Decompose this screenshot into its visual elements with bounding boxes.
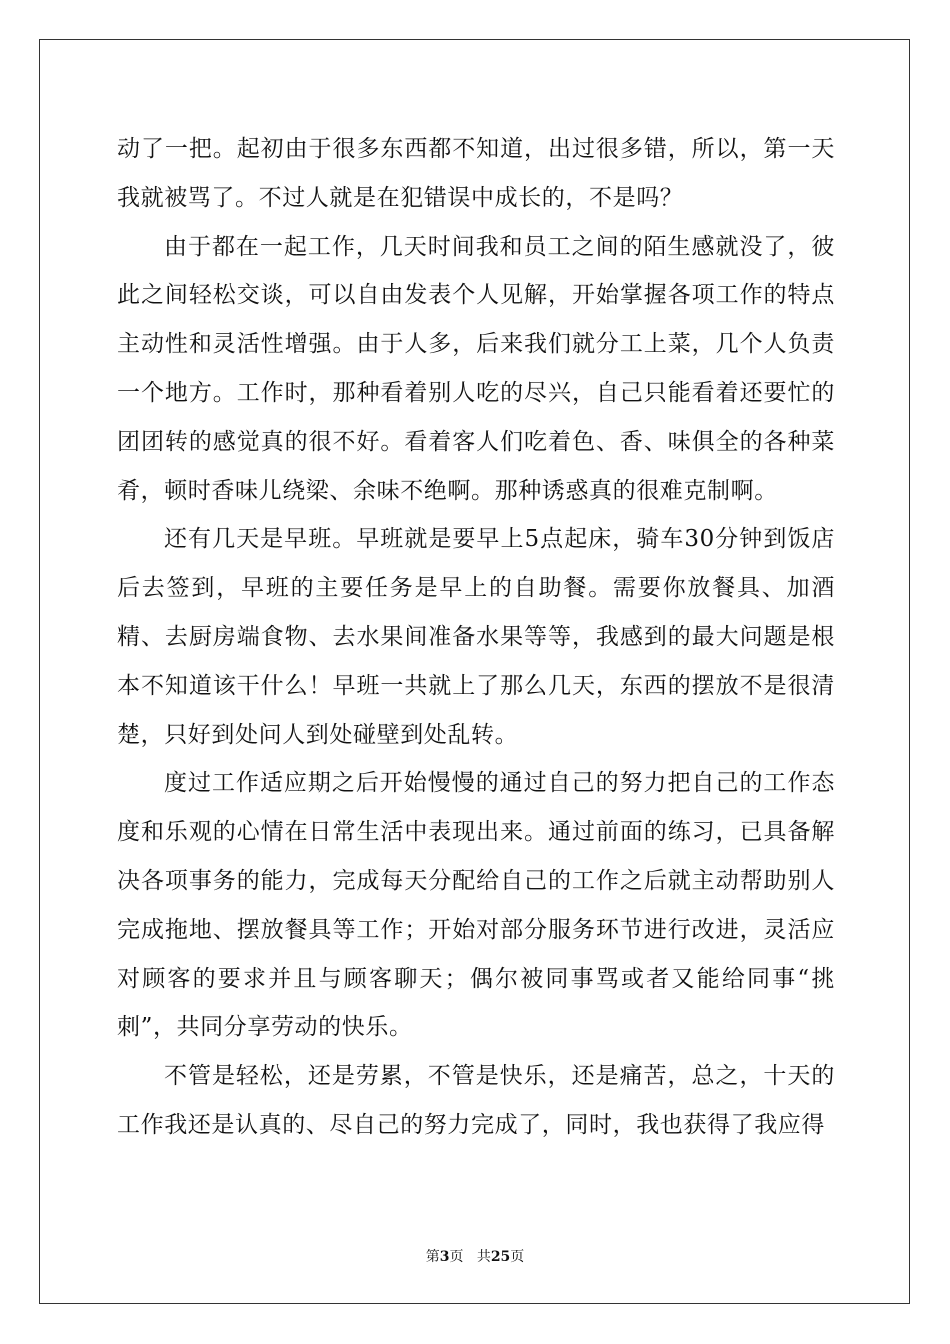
paragraph: 度过工作适应期之后开始慢慢的通过自己的努力把自己的工作态度和乐观的心情在日常生活中表现出来。通过前面的练习，已具备解决各项事务的能力，完成每天分配给自己的工作之后就主动帮助别人完成拖地、摆放餐具等工作；开始对部分服务环节进行改进，灵活应对顾客的要求并且与顾客聊天；偶尔被同事骂或者又能给同事“挑刺”，共同分享劳动的快乐。 bbox=[117, 770, 835, 1041]
paragraph: 动了一把。起初由于很多东西都不知道，出过很多错，所以，第一天我就被骂了。不过人就是在犯错误中成长的，不是吗？ bbox=[117, 136, 835, 211]
page-number: 3 bbox=[439, 1249, 450, 1265]
document-body bbox=[117, 125, 835, 1150]
page-suffix: 页 bbox=[449, 1249, 464, 1265]
total-pages: 25 bbox=[490, 1249, 511, 1265]
paragraph: 不管是轻松，还是劳累，不管是快乐，还是痛苦，总之，十天的工作我还是认真的、尽自己的努力完成了，同时，我也获得了我应得 bbox=[117, 1063, 835, 1138]
paragraph: 还有几天是早班。早班就是要早上5点起床，骑车30分钟到饭店后去签到，早班的主要任务是早上的自助餐。需要你放餐具、加酒精、去厨房端食物、去水果间准备水果等等，我感到的最大问题是根本不知道该干什么！早班一共就上了那么几天，东西的摆放不是很清楚，只好到处问人到处碰壁到处乱转。 bbox=[117, 526, 835, 748]
total-suffix: 页 bbox=[510, 1249, 525, 1265]
page-prefix: 第 bbox=[425, 1249, 440, 1265]
paragraph: 由于都在一起工作，几天时间我和员工之间的陌生感就没了，彼此之间轻松交谈，可以自由发表个人见解，开始掌握各项工作的特点主动性和灵活性增强。由于人多，后来我们就分工上菜，几个人负责一个地方。工作时，那种看着别人吃的尽兴，自己只能看着还要忙的团团转的感觉真的很不好。看着客人们吃着色、香、味俱全的各种菜肴，顿时香味儿绕梁、余味不绝啊。那种诱惑真的很难克制啊。 bbox=[117, 233, 835, 504]
page-footer bbox=[0, 1246, 950, 1266]
total-prefix: 共 bbox=[476, 1249, 491, 1265]
